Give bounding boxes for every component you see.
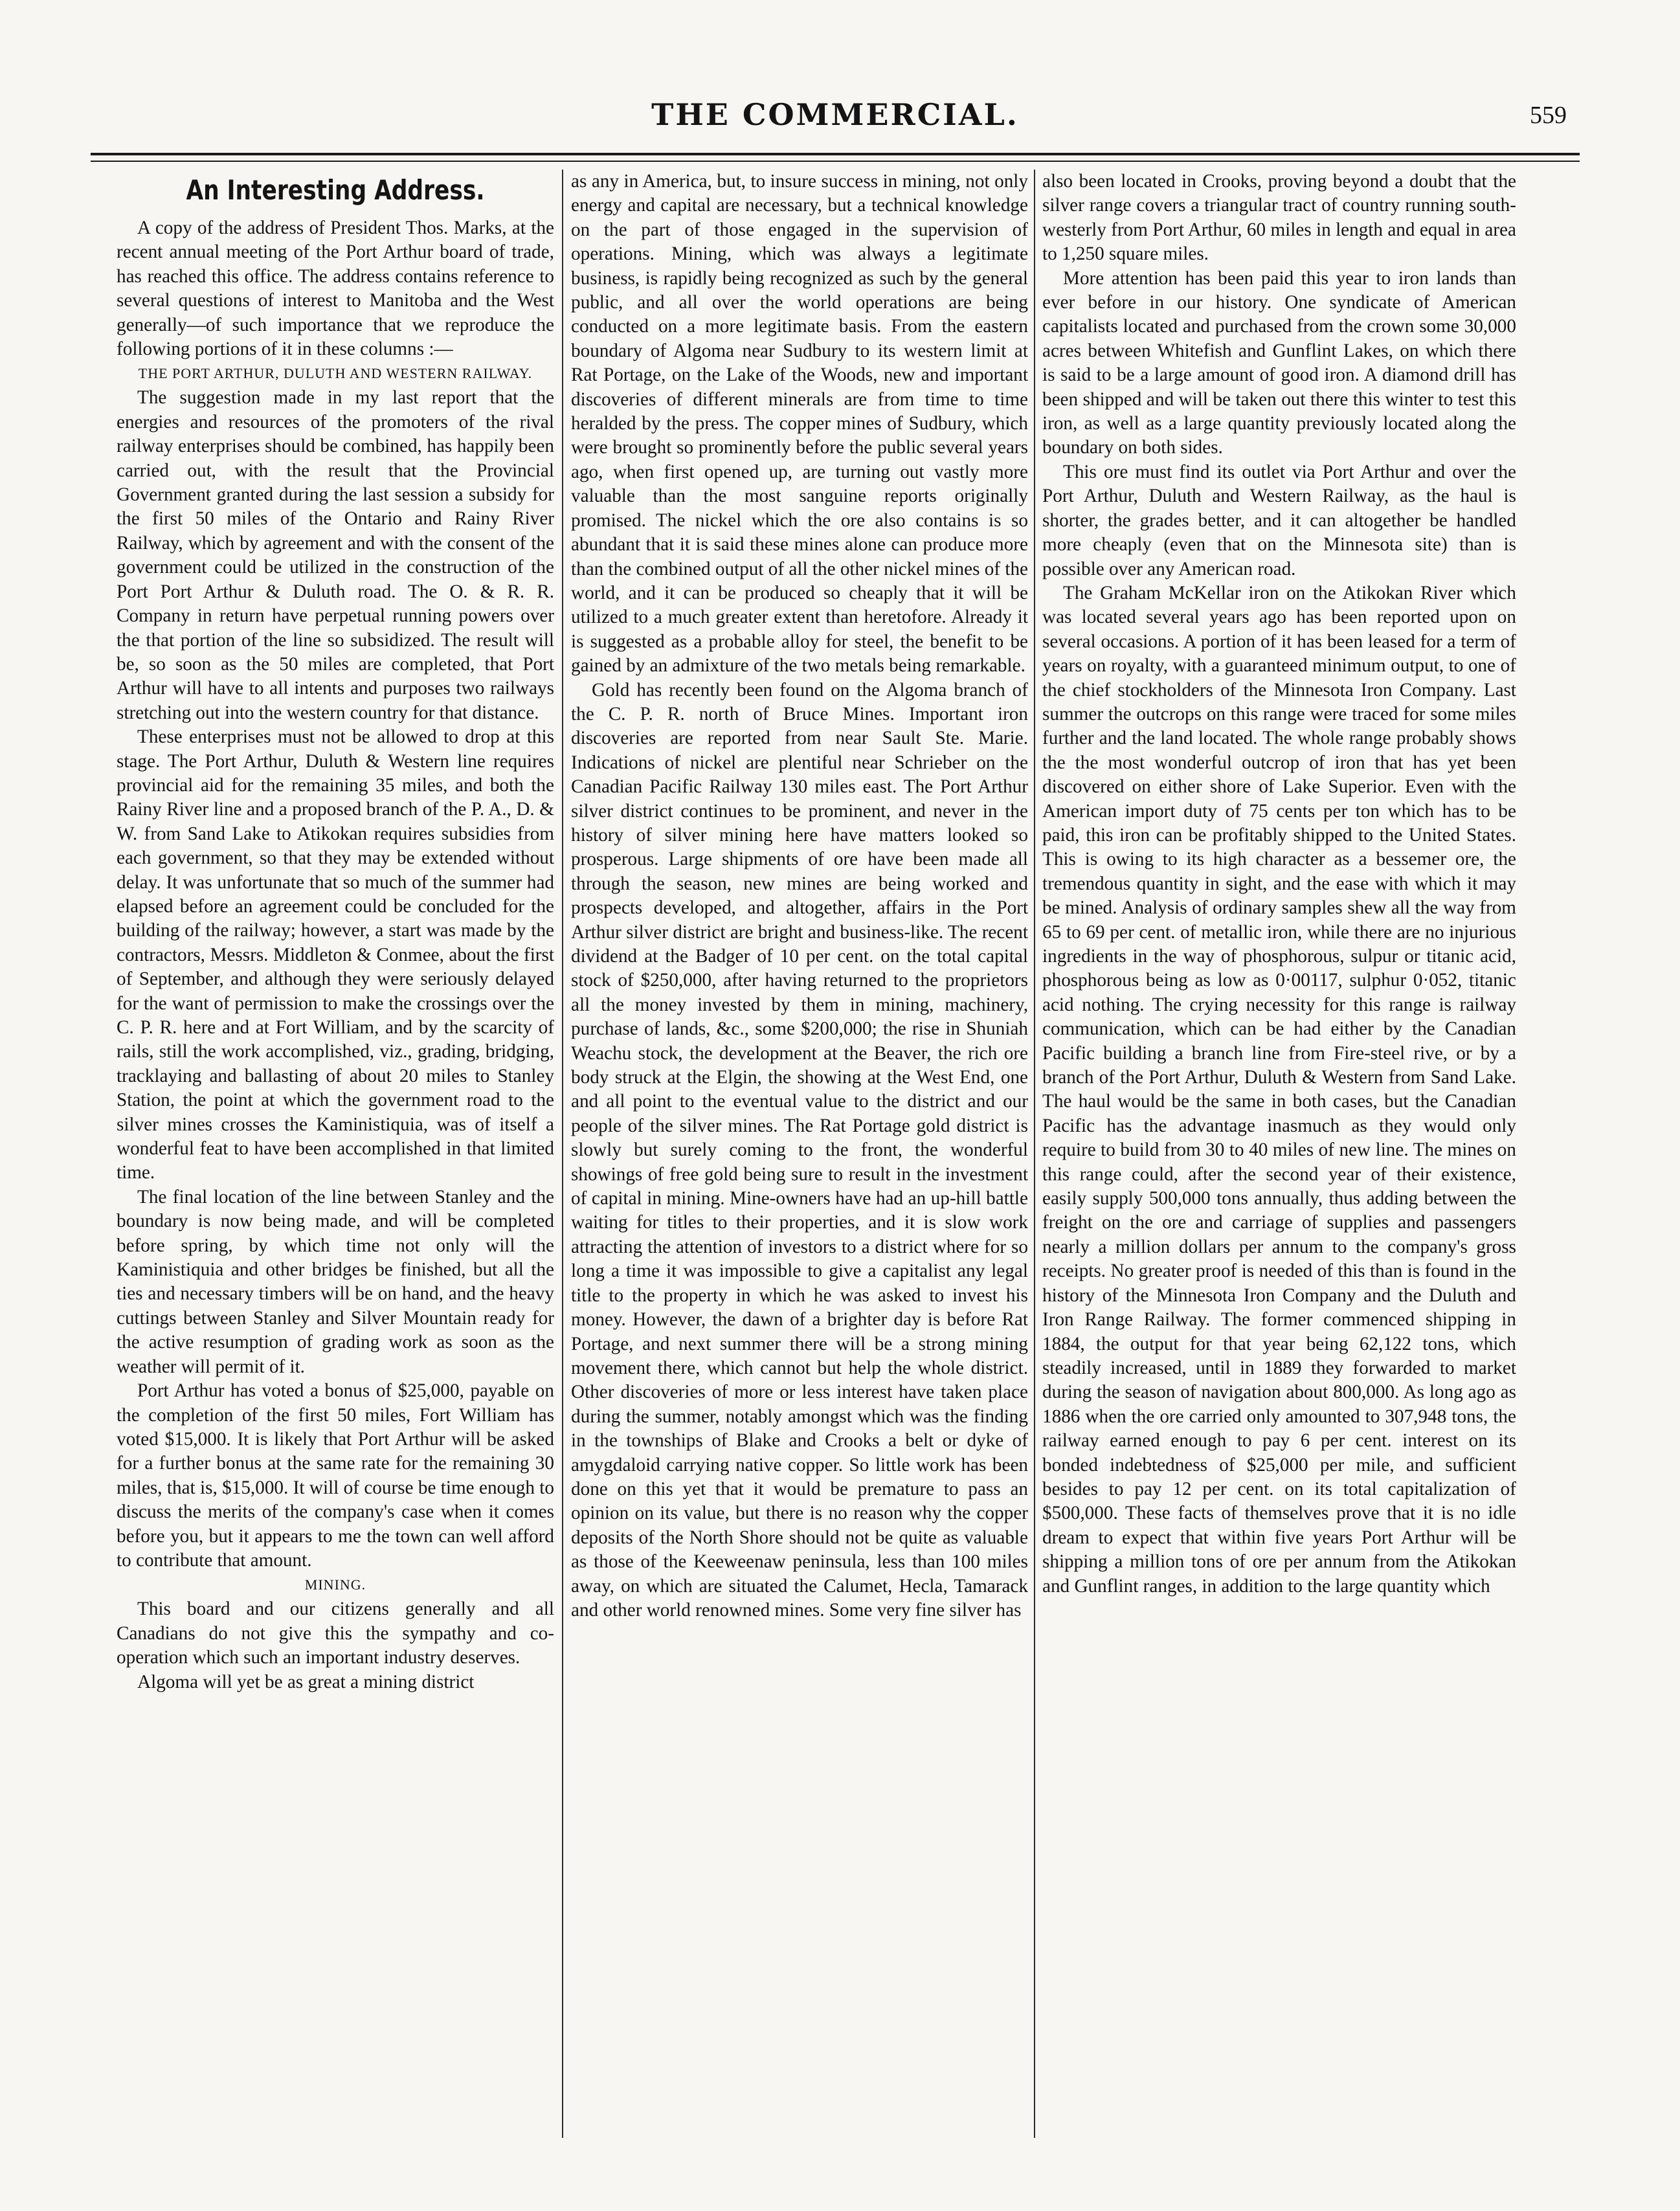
article-intro: A copy of the address of President Thos. Marks, at the recent annual meeting of the Port Arthur board of trade, has reached this office. The address contains reference to several questions of interest to Manitoba and the West generally—of such importance that we reproduce the following portions of it in these columns :—: [117, 218, 554, 360]
column-divider: [1034, 170, 1035, 2138]
article-title: An Interesting Address.: [186, 174, 485, 206]
paragraph: The final location of the line between Stanley and the boundary is now being made, and will be completed before spring, by which time not only will the Kaministiquia and other bridges be finished, but all the ties and necessary timbers will be on hand, and the heavy cuttings between Stanley and Silver Mountain ready for the active resumption of grading work as soon as the weather will permit of it.: [117, 1186, 554, 1377]
paragraph: This ore must find its outlet via Port Arthur and over the Port Arthur, Duluth and Western Railway, as the haul is shorter, the grades better, and it can altogether be handled more cheaply (even that on the Minnesota site) than is possible over any American road.: [1042, 461, 1516, 579]
paragraph: These enterprises must not be allowed to drop at this stage. The Port Arthur, Duluth & Western line requires provincial aid for the remaining 35 miles, and both the Rainy River line and a proposed branch of the P. A., D. & W. from Sand Lake to Atikokan requires subsidies from each government, so that they may be extended without delay. It was unfortunate that so much of the summer had elapsed before an agreement could be concluded for the building of the railway; however, a start was made by the contractors, Messrs. Middleton & Conmee, about the first of September, and although they were seriously delayed for the want of permission to make the crossings over the C. P. R. here and at Fort William, and by the scarcity of rails, still the work accomplished, viz., grading, bridging, tracklaying and ballasting of about 20 miles to Stanley Station, the point at which the government road to the silver mines crosses the Kaministiquia, was of itself a wonderful feat to have been accomplished in that limited time.: [117, 726, 554, 1184]
page-number: 559: [1530, 102, 1567, 129]
masthead: [91, 97, 1580, 136]
header-rule-thin: [91, 161, 1580, 162]
paragraph: More attention has been paid this year to iron lands than ever before in our history. One syndicate of American capitalists located and purchased from the crown some 30,000 acres between Whitefish and Gunflint Lakes, on which there is said to be a large amount of good iron. A diamond drill has been shipped and will be taken out there this winter to test this iron, as well as a large quantity previously located along the boundary on both sides.: [1042, 267, 1516, 458]
paragraph: The Graham McKellar iron on the Atikokan River which was located several years ago has been reported upon on several occasions. A portion of it has been leased for a term of years on royalty, with a guaranteed minimum output, to one of the chief stockholders of the Minnesota Iron Company. Last summer the outcrops on this range were traced for some miles further and the land located. The whole range probably shows the the most wonderful outcrop of iron that has yet been discovered on either shore of Lake Superior. Even with the American import duty of 75 cents per ton which has to be paid, this iron can be profitably shipped to the United States. This is owing to its high character as a bessemer ore, the tremendous quantity in sight, and the ease with which it may be mined. Analysis of ordinary samples shew all the way from 65 to 69 per cent. of metallic iron, while there are no injurious ingredients in the way of phosphorous, sulpur or titanic acid, phosphorous being as low as 0·00117, sulphur 0·052, titanic acid nothing. The crying necessity for this range is railway communication, which can be had either by the Canadian Pacific building a branch line from Fire-steel rive, or by a branch of the Port Arthur, Duluth & Western from Sand Lake. The haul would be the same in both cases, but the Canadian Pacific has the advantage inasmuch as they would only require to build from 30 to 40 miles of new line. The mines on this range could, after the second year of their existence, easily supply 500,000 tons annually, thus adding between the freight on the ore and carriage of supplies and passengers nearly a million dollars per annum to the company's gross receipts. No greater proof is needed of this than is found in the history of the Minnesota Iron Company and the Duluth and Iron Range Railway. The former commenced shipping in 1884, the output for that year being 62,122 tons, which steadily increased, until in 1889 they forwarded to market during the season of navigation about 800,000. As long ago as 1886 when the ore carried only amounted to 307,948 tons, the railway earned enough to pay 6 per cent. interest on its bonded indebtedness of $25,000 per mile, and sufficient besides to pay 12 per cent. on its total capitalization of $500,000. These facts of themselves prove that it is no idle dream to expect that within five years Port Arthur will be shipping a million tons of ore per annum from the Atikokan and Gunflint ranges, in addition to the large quantity which: [1042, 582, 1516, 1597]
paragraph: Port Arthur has voted a bonus of $25,000, payable on the completion of the first 50 miles, Fort William has voted $15,000. It is likely that Port Arthur will be asked for a further bonus at the same rate for the remaining 30 miles, that is, $15,000. It will of course be time enough to discuss the merits of the company's case when it comes before you, but it appears to me the town can well afford to contribute that amount.: [117, 1380, 554, 1571]
paragraph: Algoma will yet be as great a mining district: [137, 1671, 475, 1692]
section-heading-railway: THE PORT ARTHUR, DULUTH AND WESTERN RAILWAY.: [138, 365, 533, 382]
paragraph: Gold has recently been found on the Algoma branch of the C. P. R. north of Bruce Mines. Important iron discoveries are reported from near Sault Ste. Marie. Indications of nickel are plentiful near Schrieber on the Canadian Pacific Railway 130 miles east. The Port Arthur silver district continues to be prominent, and never in the history of silver mining here have matters looked so prosperous. Large shipments of ore have been made all through the season, new mines are being worked and prospects developed, and altogether, affairs in the Port Arthur silver district are bright and business-like. The recent dividend at the Badger of 10 per cent. on the total capital stock of $250,000, after having returned to the proprietors all the money invested by them in mining, machinery, purchase of lands, &c., some $200,000; the rise in Shuniah Weachu stock, the development at the Beaver, the rich ore body struck at the Elgin, the showing at the West End, one and all point to the eventual value to the district and our people of the silver mines. The Rat Portage gold district is slowly but surely coming to the front, the wonderful showings of free gold being sure to result in the investment of capital in mining. Mine-owners have had an up-hill battle waiting for titles to their properties, and it is slow work attracting the attention of investors to a district where for so long a time it was impossible to give a capitalist any legal title to the property in which he was asked to invest his money. However, the dawn of a brighter day is before Rat Portage, and next summer there will be a strong mining movement there, which cannot but help the whole district. Other discoveries of more or less interest have taken place during the summer, notably amongst which was the finding in the townships of Blake and Crooks a belt or dyke of amygdaloid carrying native copper. So little work has been done on this yet that it would be premature to pass an opinion on its value, but there is no reason why the copper deposits of the North Shore should not be quite as valuable as those of the Keeweenaw peninsula, less than 100 miles away, on which are situated the Calumet, Hecla, Tamarack and other world renowned mines. Some very fine silver has: [571, 679, 1028, 1621]
header-rule-thick: [91, 153, 1580, 155]
column-2: [571, 170, 1028, 2144]
column-1: [117, 170, 554, 2144]
publication-title: THE COMMERCIAL.: [651, 97, 1019, 132]
section-heading-mining: MINING.: [304, 1577, 366, 1593]
paragraph-continued: as any in America, but, to insure success in mining, not only energy and capital are necessary, but a technical knowledge on the part of those engaged in the supervision of operations. Mining, which was always a legitimate business, is rapidly being recognized as such by the general public, and all over the world operations are being conducted on a more legitimate basis. From the eastern boundary of Algoma near Sudbury to its western limit at Rat Portage, on the Lake of the Woods, new and important discoveries of different minerals are from time to time heralded by the press. The copper mines of Sudbury, which were brought so prominently before the public several years ago, when first opened up, are turning out vastly more valuable than the most sanguine reports originally promised. The nickel which the ore also contains is so abundant that it is said these mines alone can produce more than the combined output of all the other nickel mines of the world, and it can be produced so cheaply that it will be utilized to a much greater extent than heretofore. Already it is suggested as a probable alloy for steel, the benefit to be gained by an admixture of the two metals being remarkable.: [571, 171, 1028, 677]
paragraph: This board and our citizens generally and all Canadians do not give this the sympathy and co-operation which such an important industry deserves.: [117, 1599, 554, 1668]
paragraph-continued: also been located in Crooks, proving beyond a doubt that the silver range covers a triangular tract of country running south-westerly from Port Arthur, 60 miles in length and equal in area to 1,250 square miles.: [1042, 171, 1516, 265]
column-3: [1042, 170, 1516, 2144]
column-divider: [562, 170, 563, 2138]
paragraph: The suggestion made in my last report that the energies and resources of the promoters of the rival railway enterprises should be combined, has happily been carried out, with the result that the Provincial Government granted during the last session a subsidy for the first 50 miles of the Ontario and Rainy River Railway, which by agreement and with the consent of the government could be utilized in the construction of the Port Port Arthur & Duluth road. The O. & R. R. Company in return have perpetual running powers over the that portion of the line so subsidized. The result will be, so soon as the 50 miles are completed, that Port Arthur will have to all intents and purposes two railways stretching out into the western country for that distance.: [117, 387, 554, 723]
